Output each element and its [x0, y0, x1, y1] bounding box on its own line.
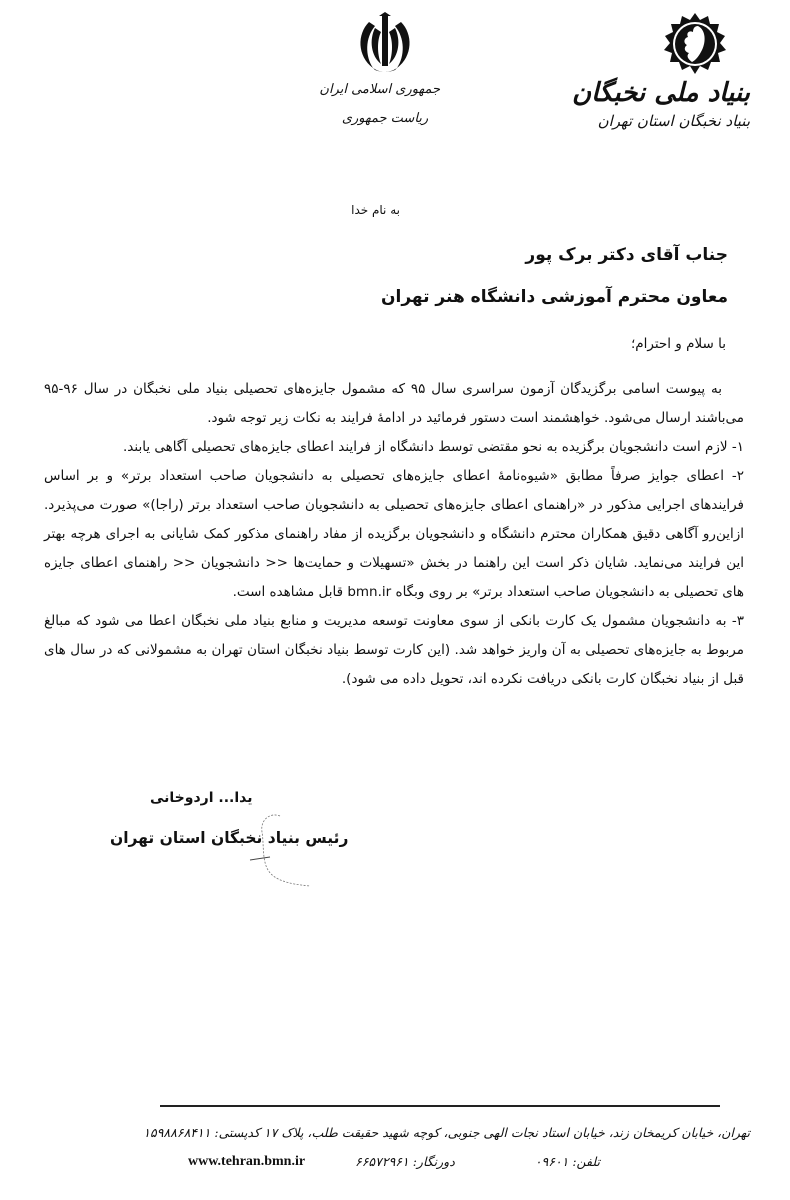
emblem-line-2: ریاست جمهوری	[341, 111, 429, 126]
footer-address: تهران، خیابان کریمخان زند، خیابان استاد نجات الهی جنوبی، کوچه شهید حقیقت طلب، پلاک ۱۷ کدپستی: ۱۵۹۸۸۶۸۴۱۱	[143, 1125, 750, 1140]
footer-website-link[interactable]: www.tehran.bmn.ir	[188, 1154, 306, 1169]
footer-phone: تلفن: ۰۹۶۰۱	[534, 1154, 600, 1169]
letter-body	[44, 375, 744, 694]
footer-divider	[160, 1105, 720, 1107]
emblem-block	[319, 10, 440, 126]
addressee: جناب آقای دکتر برک پور	[525, 245, 728, 265]
list-item: ۲- اعطای جوایز صرفاً مطابق «شیوه‌نامهٔ اعطای جایزه‌های تحصیلی به دانشجویان صاحب استعداد برتر» و بر اساس فرایندهای اجرایی مذکور در «راهنمای اعطای جایزه‌های تحصیلی به دانشجویان صاحب استعداد برتر (راجا)» صورت می‌پذیرد. ازاین‌رو آگاهی دقیق همکاران محترم دانشگاه و دانشجویان برگزیده از مفاد راهنمای مذکور کمک شایانی به اجرای هرچه بهتر این فرایند می‌نماید. شایان ذکر است این راهنما در بخش «تسهیلات و حمایت‌ها << دانشجویان << راهنمای اعطای جایزه های تحصیلی به دانشجویان صاحب استعداد برتر» بر روی وبگاه bmn.ir قابل مشاهده است.	[44, 468, 744, 600]
foundation-title: بنیاد ملی نخبگان	[572, 78, 750, 108]
list-item: ۳- به دانشجویان مشمول یک کارت بانکی از سوی معاونت توسعه مدیریت و منابع بنیاد ملی نخبگان اعطا می شود که مبالغ مربوط به جایزه‌های تحصیلی به آن واریز خواهد شد. (این کارت توسط بنیاد نخبگان استان تهران به مشمولانی که در سال های قبل از بنیاد نخبگان کارت بانکی دریافت نکرده اند، تحویل داده می شود).	[44, 613, 744, 687]
addressee-title: معاون محترم آموزشی دانشگاه هنر تهران	[381, 287, 728, 307]
signatory-name: یدا... اردوخانی	[150, 790, 253, 806]
nokhbegan-foundation-logo-icon	[662, 12, 728, 78]
basmala: به نام خدا	[351, 203, 400, 217]
footer-fax: دورنگار: ۶۶۵۷۲۹۶۱	[355, 1154, 455, 1169]
greeting: با سلام و احترام؛	[630, 336, 726, 352]
iran-emblem-icon	[355, 10, 415, 76]
list-item: ۱- لازم است دانشجویان برگزیده به نحو مقتضی توسط دانشگاه از فرایند اعطای جایزه‌های تحصیلی آگاهی یابند.	[123, 439, 744, 455]
foundation-logo	[572, 12, 750, 130]
intro-paragraph: به پیوست اسامی برگزیدگان آزمون سراسری سال ۹۵ که مشمول جایزه‌های تحصیلی بنیاد ملی نخبگان در سال ۹۶-۹۵ می‌باشند ارسال می‌شود. خواهشمند است دستور فرمائید در ادامهٔ فرایند به نکات زیر توجه شود.	[44, 381, 744, 426]
emblem-line-1: جمهوری اسلامی ایران	[319, 82, 440, 97]
handwritten-signature	[200, 810, 320, 890]
signatory-title: رئیس بنیاد نخبگان استان تهران	[110, 829, 349, 847]
foundation-subtitle: بنیاد نخبگان استان تهران	[597, 112, 750, 130]
